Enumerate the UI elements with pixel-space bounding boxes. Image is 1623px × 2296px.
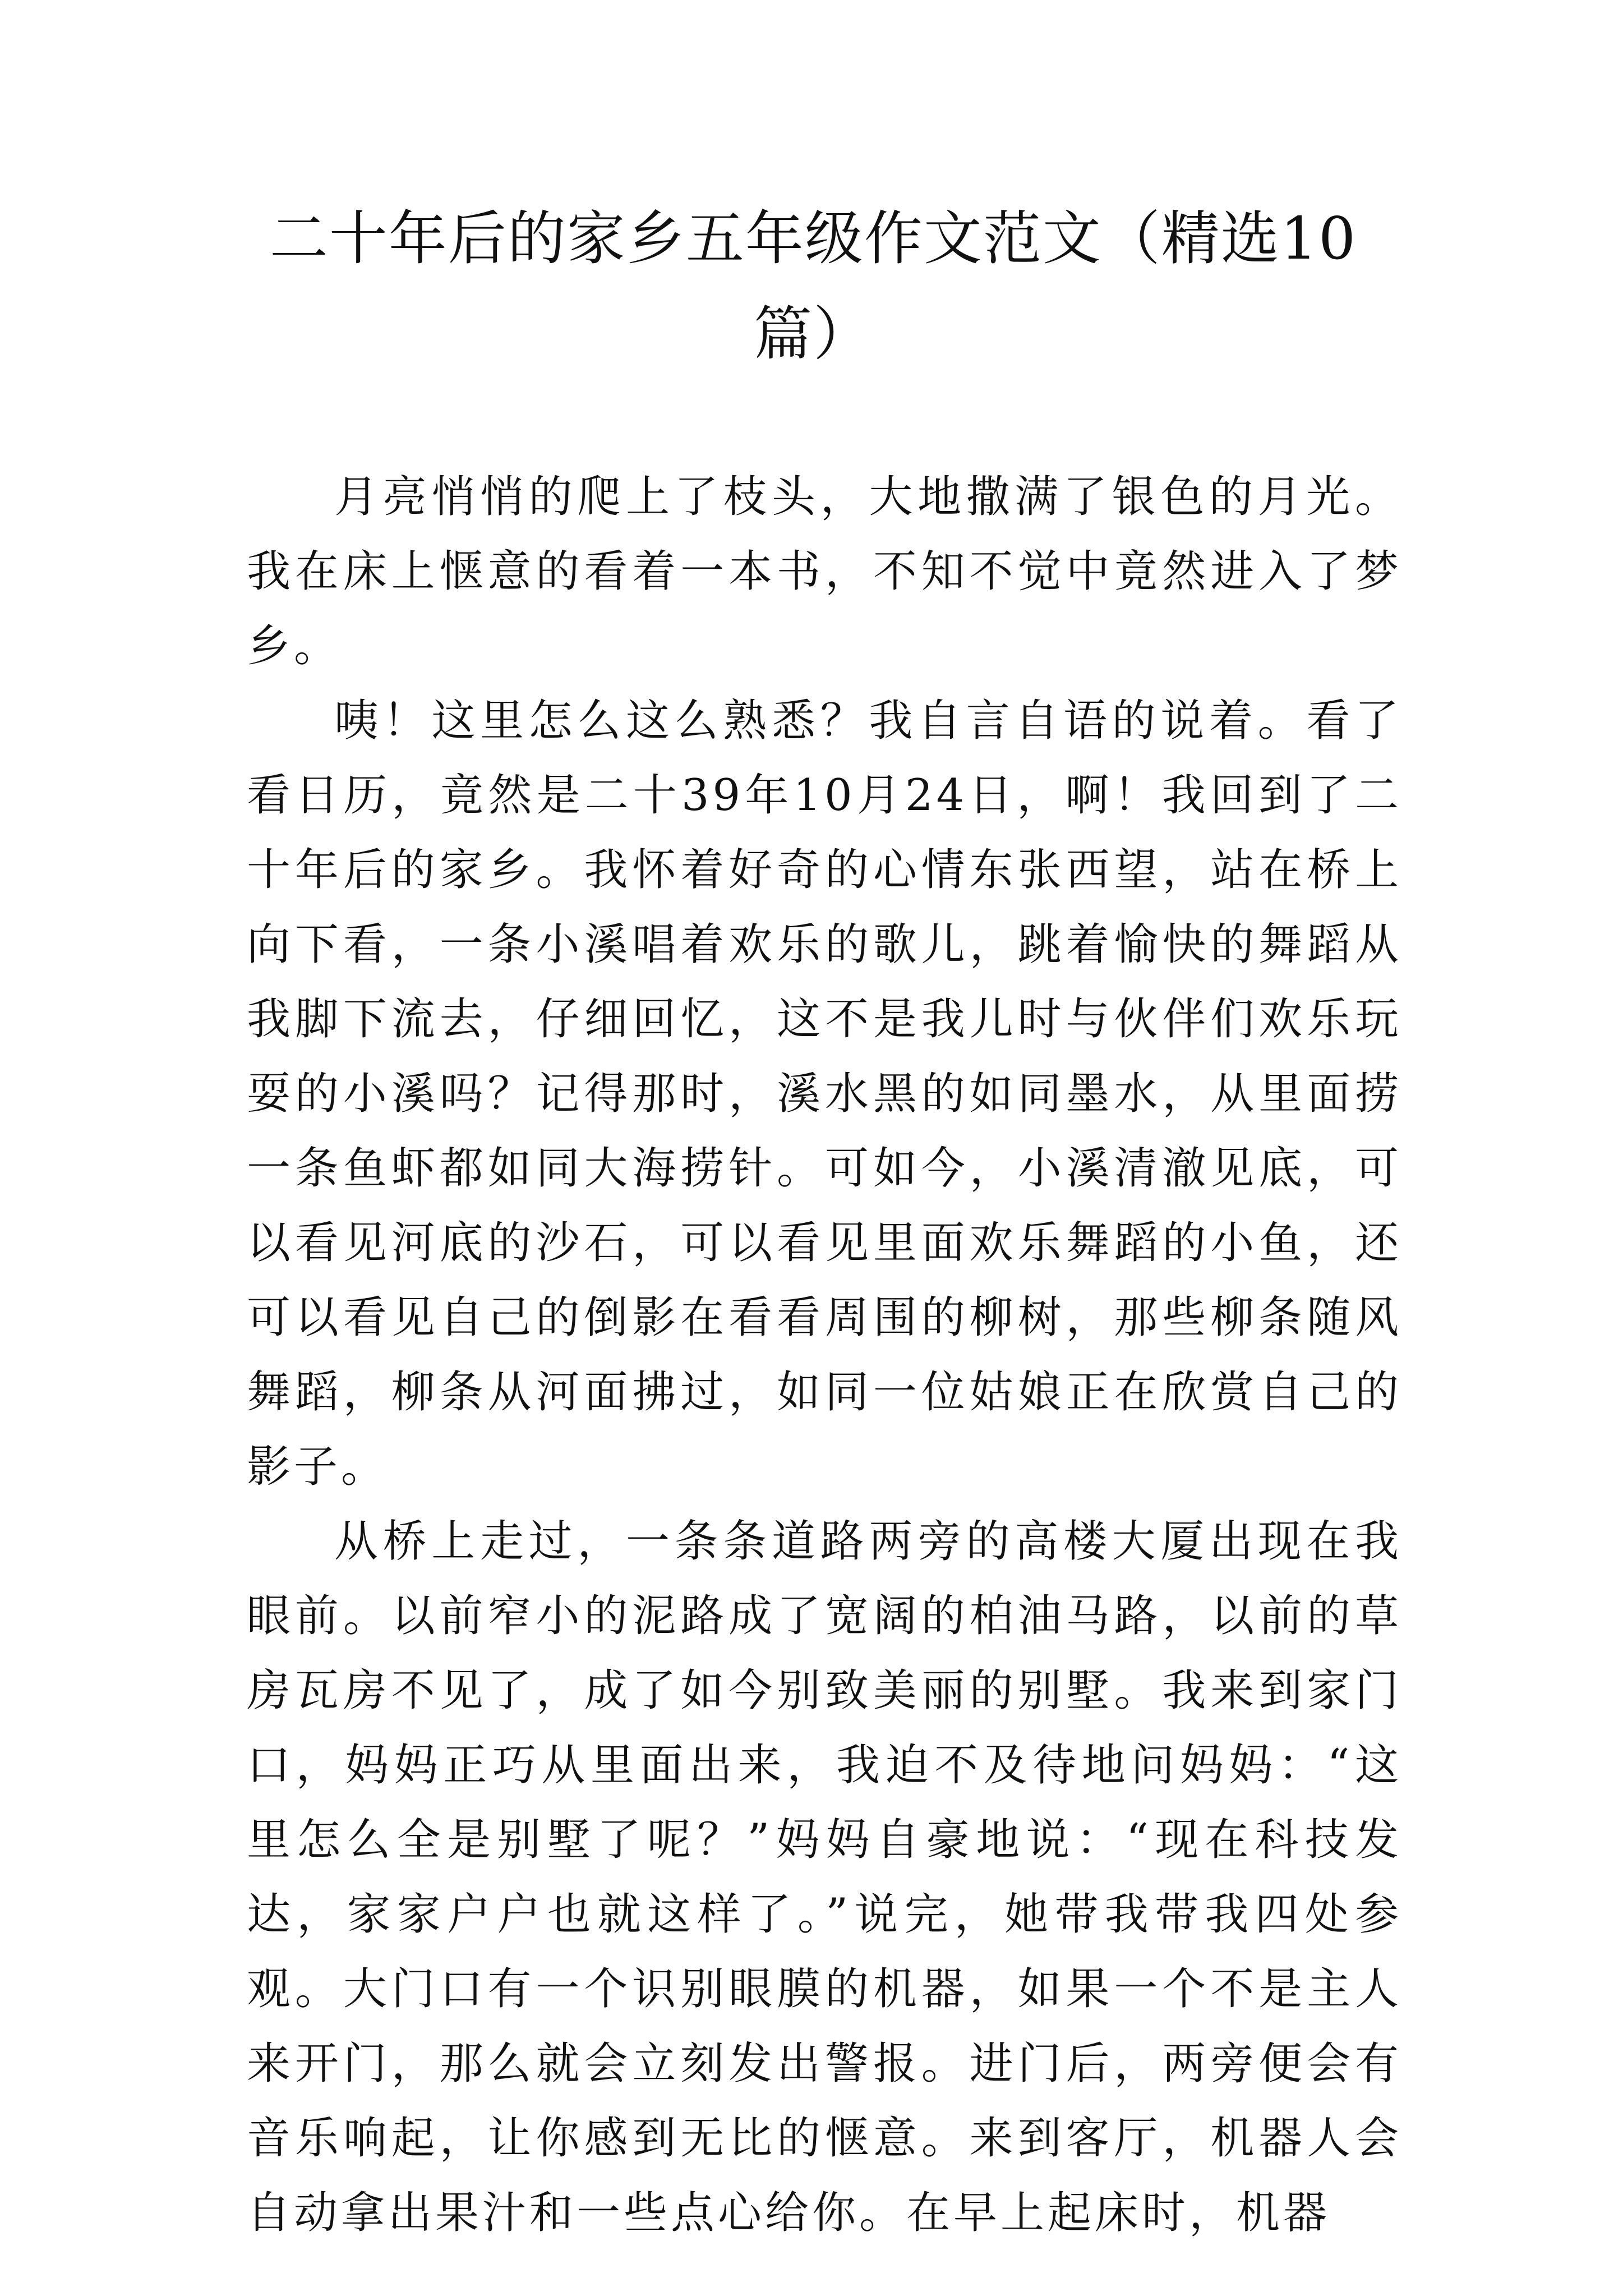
paragraph-2: 咦！这里怎么这么熟悉？我自言自语的说着。看了看日历，竟然是二十39年10月24日，啊！我回到了二十年后的家乡。我怀着好奇的心情东张西望，站在桥上向下看，一条小溪唱着欢乐的歌儿，跳着愉快的舞蹈从我脚下流去，仔细回忆，这不是我儿时与伙伴们欢乐玩耍的小溪吗？记得那时，溪水黑的如同墨水，从里面捞一条鱼虾都如同大海捞针。可如今，小溪清澈见底，可以看见河底的沙石，可以看见里面欢乐舞蹈的小鱼，还可以看见自己的倒影在看看周围的柳树，那些柳条随风舞蹈，柳条从河面拂过，如同一位姑娘正在欣赏自己的影子。 <box>247 696 1402 1492</box>
paragraph-3: 从桥上走过，一条条道路两旁的高楼大厦出现在我眼前。以前窄小的泥路成了宽阔的柏油马路，以前的草房瓦房不见了，成了如今别致美丽的别墅。我来到家门口，妈妈正巧从里面出来，我迫不及待地问妈妈：“这里怎么全是别墅了呢？”妈妈自豪地说：“现在科技发达，家家户户也就这样了。”说完，她带我带我四处参观。大门口有一个识别眼膜的机器，如果一个不是主人来开门，那么就会立刻发出警报。进门后，两旁便会有音乐响起，让你感到无比的惬意。来到客厅，机器人会自动拿出果汁和一些点心给你。在早上起床时，机器 <box>247 1516 1402 2238</box>
paragraph-1: 月亮悄悄的爬上了枝头，大地撒满了银色的月光。我在床上惬意的看着一本书，不知不觉中竟然进入了梦乡。 <box>247 472 1402 671</box>
document-body <box>247 460 1402 2251</box>
document-title: 二十年后的家乡五年级作文范文（精选10篇） <box>269 204 1357 368</box>
